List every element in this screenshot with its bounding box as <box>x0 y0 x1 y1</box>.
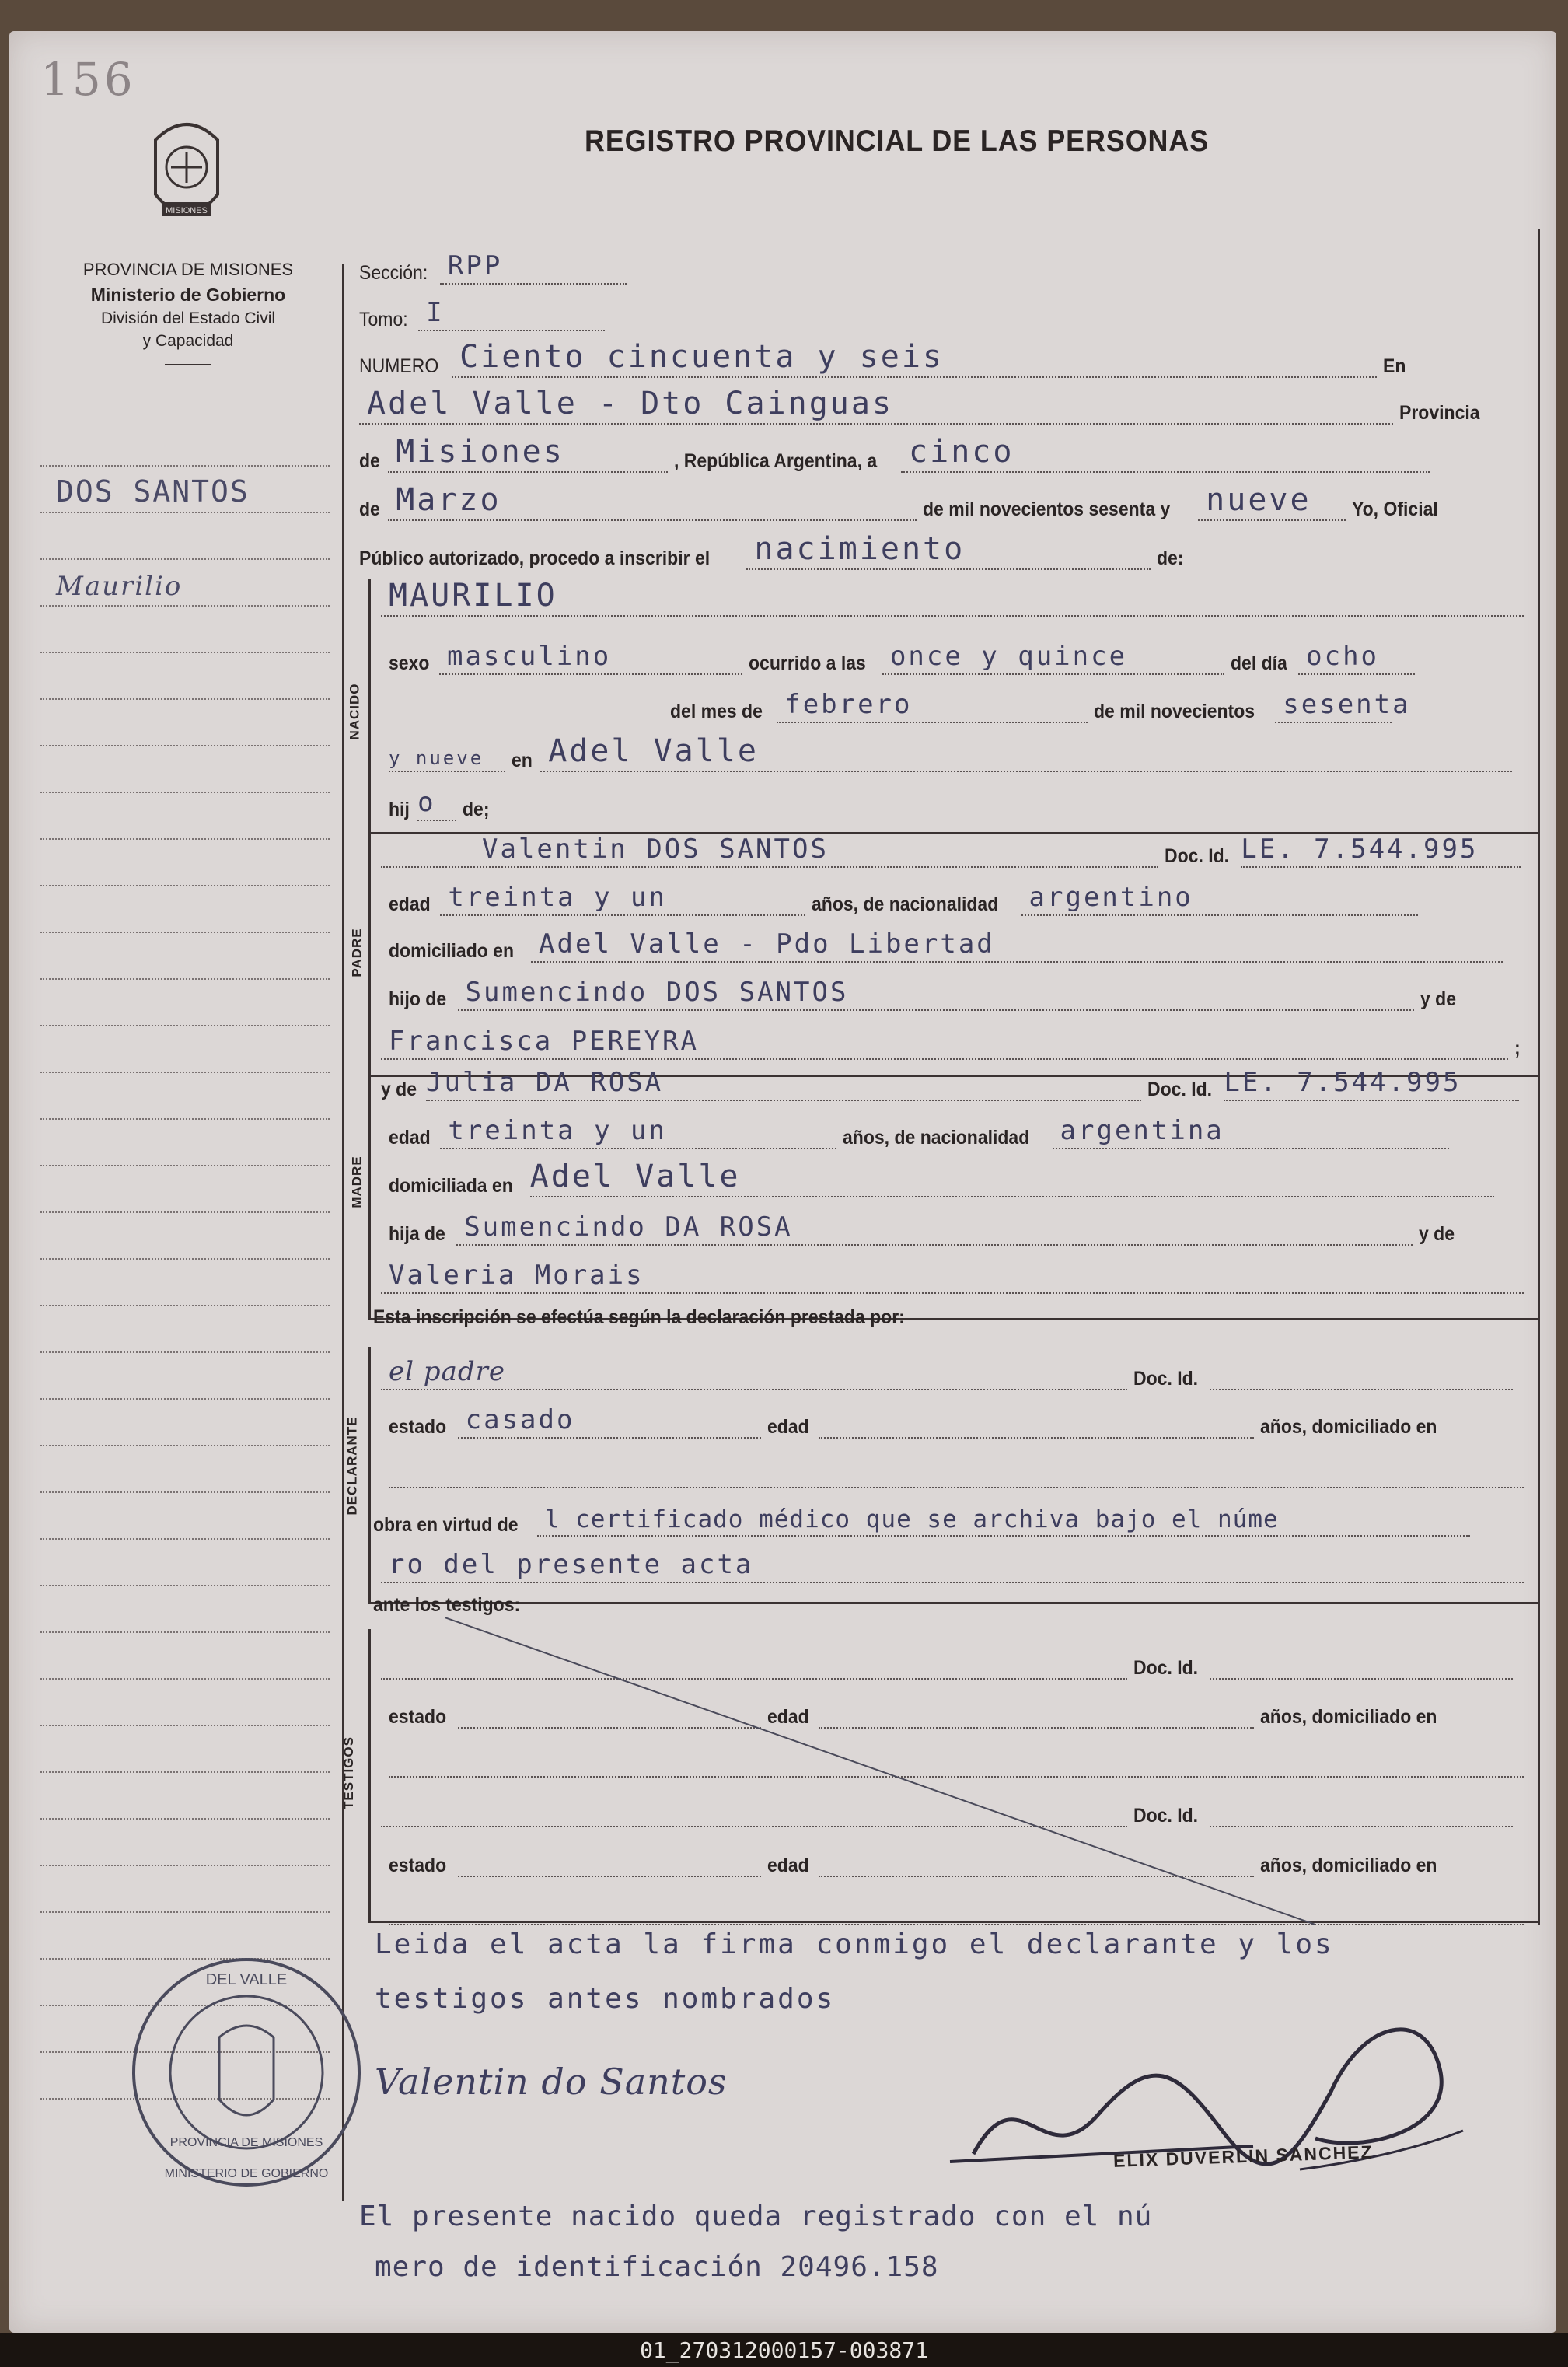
official-signature <box>927 1975 1471 2208</box>
madre-madre-value: Valeria Morais <box>389 1260 644 1291</box>
madre-doc-label: Doc. Id. <box>1147 1079 1213 1100</box>
madre-edad-row <box>389 1115 1455 1149</box>
closing-line1: Leida el acta la firma conmigo el declarante y los <box>375 1928 1334 1960</box>
madre-madre-row <box>381 1260 1530 1294</box>
de2-label: de <box>359 498 380 520</box>
padre-hijo-field[interactable] <box>458 977 1414 1011</box>
madre-name-value: Julia DA ROSA <box>426 1067 664 1098</box>
image-footer <box>0 2333 1568 2367</box>
image-id: 01_270312000157-003871 <box>640 2337 928 2363</box>
day-field[interactable] <box>901 434 1430 473</box>
padre-nac-field[interactable] <box>1021 882 1418 916</box>
en-nacido-label: en <box>512 750 533 771</box>
padre-dom-row <box>389 928 1509 963</box>
madre-doc-field[interactable] <box>1224 1067 1519 1101</box>
section-label-testigos: TESTIGOS <box>340 1736 356 1809</box>
tomo-value: I <box>426 297 445 328</box>
page-number: 156 <box>40 53 136 106</box>
hour-field[interactable] <box>882 641 1224 675</box>
padre-name-row <box>381 834 1527 868</box>
madre-hija-field[interactable] <box>456 1211 1413 1246</box>
sexo-row <box>389 641 1421 675</box>
padre-madre-row <box>381 1026 1521 1060</box>
office-province: PROVINCIA DE MISIONES <box>82 260 294 279</box>
declarante-doc-field[interactable] <box>1210 1361 1513 1390</box>
seccion-field[interactable] <box>440 250 627 285</box>
office-division: División del Estado Civil <box>100 309 276 327</box>
anio-value: sesenta <box>1283 689 1411 720</box>
nacido-name-field[interactable] <box>381 578 1524 617</box>
obra-cont-field[interactable] <box>381 1549 1524 1583</box>
padre-edad-value: treinta y un <box>448 882 667 913</box>
obra-label: obra en virtud de <box>373 1514 519 1536</box>
padre-madre-field[interactable] <box>381 1026 1508 1060</box>
hij-row <box>389 787 492 821</box>
section-label-nacido: NACIDO <box>347 683 362 740</box>
year-label: de mil novecientos sesenta y <box>923 498 1171 520</box>
obra-row <box>373 1507 1476 1537</box>
margin-surname: DOS SANTOS <box>56 474 250 509</box>
place-field[interactable] <box>359 386 1393 425</box>
madre-yde-label: y de <box>381 1079 417 1100</box>
obra-value2: ro del presente acta <box>389 1549 754 1580</box>
act-field[interactable] <box>746 531 1151 570</box>
padre-yde-label: y de <box>1420 988 1456 1010</box>
mes-row <box>670 689 1411 723</box>
en-label: En <box>1383 355 1406 377</box>
declarante-who-field[interactable] <box>381 1356 1127 1390</box>
tomo-field[interactable] <box>418 297 605 331</box>
madre-edad-field[interactable] <box>440 1115 836 1149</box>
sexo-value: masculino <box>446 641 612 672</box>
madre-dom-value: Adel Valle <box>529 1159 741 1194</box>
declarante-who-value: el padre <box>389 1356 505 1387</box>
year-value: nueve <box>1206 482 1311 518</box>
nacido-name-value: MAURILIO <box>389 578 557 614</box>
madre-hija-value: Sumencindo DA ROSA <box>464 1211 793 1243</box>
testigos-intro: ante los testigos: <box>373 1594 521 1616</box>
declarante-estado-row <box>389 1404 1452 1439</box>
de-label: de <box>359 450 380 472</box>
official-name: ELIX DUVERLIN SANCHEZ <box>1112 2141 1374 2171</box>
madre-madre-field[interactable] <box>381 1260 1524 1294</box>
declaracion-intro-row <box>373 1306 951 1329</box>
testigos-intro-row <box>373 1594 533 1617</box>
numero-field[interactable] <box>452 339 1377 378</box>
testigo2-edad-label: edad <box>767 1855 809 1876</box>
madre-edad-label: edad <box>389 1127 431 1149</box>
anio-cont-field[interactable] <box>389 743 505 772</box>
province-field[interactable] <box>388 434 668 473</box>
act-value: nacimiento <box>754 531 966 567</box>
declaracion-intro: Esta inscripción se efectúa según la declaración prestada por: <box>373 1306 905 1328</box>
padre-doc-label: Doc. Id. <box>1165 845 1230 867</box>
testigo2-doc-label: Doc. Id. <box>1133 1805 1199 1827</box>
office-capacity: y Capacidad <box>142 332 234 351</box>
obra-value: l certificado médico que se archiva bajo el núme <box>544 1505 1279 1533</box>
declarante-estado-label: estado <box>389 1416 447 1438</box>
closing-line2: testigos antes nombrados <box>375 1983 836 2015</box>
madre-doc-value: LE. 7.544.995 <box>1224 1067 1461 1098</box>
declarante-doc-label: Doc. Id. <box>1133 1368 1199 1390</box>
seccion-label: Sección: <box>359 262 428 284</box>
lugar-field[interactable] <box>540 733 1512 772</box>
seccion-row <box>359 250 633 285</box>
crest-text: MISIONES <box>166 206 208 215</box>
declarante-dom-field[interactable] <box>389 1459 1524 1488</box>
signature-declarante: Valentin do Santos <box>375 2061 728 2103</box>
ocurrido-label: ocurrido a las <box>748 652 866 674</box>
day-value: cinco <box>909 434 1014 470</box>
obra-field[interactable] <box>537 1507 1470 1537</box>
madre-yde2-label: y de <box>1419 1223 1455 1245</box>
madre-nac-field[interactable] <box>1053 1115 1449 1149</box>
mes-label: del mes de <box>670 701 763 722</box>
tomo-row <box>359 297 611 331</box>
madre-nac-value: argentina <box>1060 1115 1224 1146</box>
testigo1-anios-label: años, domiciliado en <box>1259 1706 1437 1728</box>
closing-note2: mero de identificación 20496.158 <box>375 2251 939 2283</box>
declarante-who-row <box>381 1356 1519 1390</box>
province-row <box>359 434 1436 473</box>
act-row <box>359 531 1186 570</box>
nacido-name-row <box>381 578 1530 617</box>
hij-value: o <box>417 787 436 818</box>
anio-label: de mil novecientos <box>1094 701 1255 722</box>
lugar-value: Adel Valle <box>548 733 760 769</box>
mes-field[interactable] <box>777 689 1088 723</box>
provincia-label: Provincia <box>1399 402 1480 424</box>
testigo1-estado-label: estado <box>389 1706 447 1728</box>
padre-nac-value: argentino <box>1028 882 1193 913</box>
padre-dom-label: domiciliado en <box>389 940 515 962</box>
place-row <box>359 386 1487 425</box>
padre-doc-value: LE. 7.544.995 <box>1241 834 1479 865</box>
testigo1-edad-label: edad <box>767 1706 809 1728</box>
padre-hijo-value: Sumencindo DOS SANTOS <box>465 977 849 1008</box>
padre-edad-label: edad <box>389 893 431 915</box>
dia-field[interactable] <box>1298 641 1415 675</box>
hij-label: hij <box>389 799 410 820</box>
publico-label: Público autorizado, procedo a inscribir el <box>359 547 711 569</box>
padre-edad-row <box>389 882 1424 916</box>
padre-dom-value: Adel Valle - Pdo Libertad <box>539 928 995 960</box>
testigos-void-line <box>445 1617 1315 1928</box>
testigo1-doc-label: Doc. Id. <box>1133 1657 1199 1679</box>
testigo2-anios-label: años, domiciliado en <box>1259 1855 1437 1876</box>
month-field[interactable] <box>388 482 917 521</box>
year-field[interactable] <box>1198 482 1346 521</box>
padre-semicolon: ; <box>1514 1037 1521 1059</box>
padre-madre-value: Francisca PEREYRA <box>389 1026 699 1057</box>
declarante-edad-field[interactable] <box>819 1409 1254 1439</box>
seal-outer-text: DEL VALLE <box>205 1971 288 1988</box>
mes-value: febrero <box>784 689 913 720</box>
de3-label: de: <box>1157 547 1184 569</box>
closing-note1: El presente nacido queda registrado con el nú <box>359 2201 1153 2232</box>
padre-doc-field[interactable] <box>1241 834 1521 868</box>
section-label-declarante: DECLARANTE <box>344 1416 360 1516</box>
padre-hijo-label: hijo de <box>389 988 447 1010</box>
padre-edad-field[interactable] <box>440 882 805 916</box>
margin-given-name: Maurilio <box>56 571 183 602</box>
section-label-madre: MADRE <box>349 1156 365 1208</box>
tomo-label: Tomo: <box>359 309 408 330</box>
anio-field[interactable] <box>1275 689 1411 723</box>
madre-hija-row <box>389 1211 1458 1246</box>
declarante-anios-label: años, domiciliado en <box>1259 1416 1437 1438</box>
dia-label: del día <box>1230 652 1287 674</box>
office-ministry: Ministerio de Gobierno <box>90 284 286 305</box>
hij-de-label: de; <box>463 799 490 820</box>
madre-name-row <box>381 1067 1525 1101</box>
province-value: Misiones <box>396 434 564 470</box>
madre-hija-label: hija de <box>389 1223 445 1245</box>
sexo-label: sexo <box>389 652 430 674</box>
padre-name-value: Valentin DOS SANTOS <box>482 834 829 865</box>
section-label-padre: PADRE <box>349 928 365 977</box>
republica-label: , República Argentina, a <box>674 450 878 472</box>
seal-bottom-text: MINISTERIO DE GOBIERNO <box>164 2167 329 2180</box>
declarante-estado-value: casado <box>465 1404 575 1435</box>
sexo-field[interactable] <box>439 641 742 675</box>
padre-dom-field[interactable] <box>531 928 1503 963</box>
madre-name-field[interactable] <box>426 1067 1141 1101</box>
madre-edad-value: treinta y un <box>448 1115 667 1146</box>
hour-value: once y quince <box>889 641 1128 672</box>
madre-dom-field[interactable] <box>529 1159 1494 1197</box>
numero-row <box>359 339 1408 378</box>
testigo2-estado-label: estado <box>389 1855 447 1876</box>
lugar-row <box>389 733 1518 772</box>
declarante-dom-row <box>389 1459 1530 1488</box>
seal-inner-text: PROVINCIA DE MISIONES <box>169 2136 323 2149</box>
month-value: Marzo <box>396 482 501 518</box>
padre-name-field[interactable] <box>381 834 1158 868</box>
dia-value: ocho <box>1306 641 1380 672</box>
place-value: Adel Valle - Dto Cainguas <box>367 386 894 421</box>
anio-value2: y nueve <box>389 747 484 769</box>
madre-dom-row <box>389 1159 1500 1197</box>
declarante-estado-field[interactable] <box>458 1404 761 1439</box>
padre-nac-label: años, de nacionalidad <box>812 893 999 915</box>
madre-nac-label: años, de nacionalidad <box>843 1127 1030 1149</box>
madre-dom-label: domiciliada en <box>389 1175 513 1197</box>
declarante-edad-label: edad <box>767 1416 809 1438</box>
hij-field[interactable] <box>417 787 456 821</box>
date-row <box>359 482 1446 521</box>
certificate-page <box>9 31 1556 2333</box>
padre-hijo-row <box>389 977 1459 1011</box>
numero-label: NUMERO <box>359 355 439 377</box>
yo-label: Yo, Oficial <box>1352 498 1438 520</box>
document-title: REGISTRO PROVINCIAL DE LAS PERSONAS <box>585 124 1210 158</box>
official-seal-icon <box>126 1952 367 2193</box>
obra-cont-row <box>381 1549 1530 1583</box>
seccion-value: RPP <box>447 250 503 281</box>
numero-value: Ciento cincuenta y seis <box>459 339 944 375</box>
